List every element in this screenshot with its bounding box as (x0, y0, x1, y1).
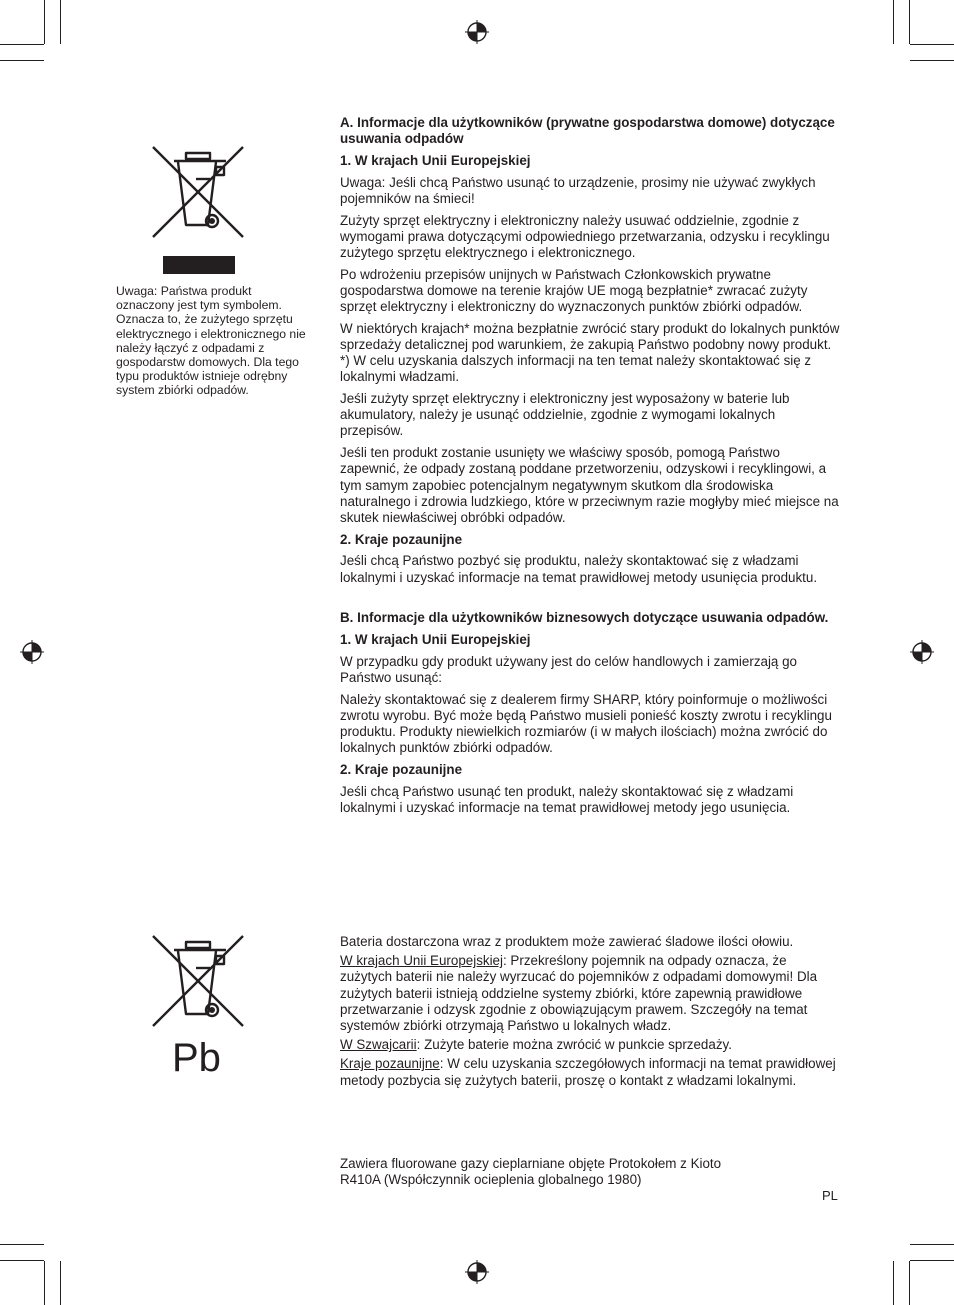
registration-mark-icon (465, 1260, 489, 1284)
crop-mark-icon (910, 1244, 954, 1245)
crop-mark-icon (0, 44, 44, 45)
registration-mark-icon (910, 640, 934, 664)
weee-bar (163, 256, 235, 274)
section-a-eu-paragraph: Zużyty sprzęt elektryczny i elektroniczny należy usuwać oddzielnie, zgodnie z wymogami prawa dotyczącymi odpowiedniego przetwarzania, odzysku i recyklingu zużytego sprzętu elektrycznego i elektronicznego. (340, 212, 830, 260)
section-a-eu-paragraph: W niektórych krajach* można bezpłatnie zwrócić stary produkt do lokalnych punktów sprzedaży detalicznej pod warunkiem, że zakupią Państwo podobny nowy produkt. *) W celu uzyskania dalszych informacji na ten temat należy skontaktować się z lokalnymi władzami. (340, 320, 840, 385)
crop-mark-icon (909, 0, 910, 44)
side-note: Uwaga: Państwa produkt oznaczony jest tym symbolem. Oznacza to, że zużytego sprzętu elektrycznego i elektronicznego nie należy łączyć z odpadami z gospodarstw domowych. Dla tego typu produktów istnieje odrębny system zbiórki odpadów. (116, 284, 306, 398)
battery-eu (340, 953, 840, 1034)
registration-mark-icon (20, 640, 44, 664)
crop-mark-icon (60, 1261, 61, 1305)
section-b-non-eu-text: Jeśli chcą Państwo usunąć ten produkt, należy skontaktować się z władzami lokalnymi i uzyskać informacje na temat prawidłowej metody jego usunięcia. (340, 783, 794, 815)
section-b-title: B. Informacje dla użytkowników biznesowych dotyczące usuwania odpadów. (340, 610, 829, 626)
crop-mark-icon (0, 1260, 44, 1261)
battery-non-eu-text: : W celu uzyskania szczegółowych informacji na temat prawidłowej metody pozbycia się zużytych baterii, proszę o kontakt z władzami lokalnymi. (340, 1056, 836, 1088)
section-a-eu-paragraph: Uwaga: Jeśli chcą Państwo usunąć to urządzenie, prosimy nie używać zwykłych pojemników na śmieci! (340, 174, 816, 206)
battery-non-eu-label: Kraje pozaunijne (340, 1056, 440, 1072)
crop-mark-icon (60, 0, 61, 44)
section-b-eu-heading: 1. W krajach Unii Europejskiej (340, 631, 531, 647)
crop-mark-icon (44, 0, 45, 44)
gas-line-2: R410A (Współczynnik ocieplenia globalnego 1980) (340, 1172, 642, 1188)
crop-mark-icon (910, 60, 954, 61)
section-a-eu-paragraph: Jeśli ten produkt zostanie usunięty we właściwy sposób, pomogą Państwo zapewnić, że odpady zostaną poddane przetworzeniu, odzyskowi i recyklingowi, a tym samym zapobiec potencjalnym negatywnym skutkom dla środowiska naturalnego i zdrowia ludzkiego, które w przeciwnym razie mogłyby mieć miejsce na skutek niewłaściwej obróbki odpadów. (340, 445, 839, 525)
crop-mark-icon (909, 1261, 910, 1305)
section-a-non-eu-text: Jeśli chcą Państwo pozbyć się produktu, należy skontaktować się z władzami lokalnymi i uzyskać informacje na temat prawidłowej metody usunięcia produktu. (340, 553, 818, 585)
gas-info (340, 1156, 840, 1188)
section-b-eu-paragraph: W przypadku gdy produkt używany jest do celów handlowych i zamierzają go Państwo usunąć: (340, 653, 797, 685)
crop-mark-icon (893, 0, 894, 44)
battery-info (340, 934, 840, 1092)
section-a-eu-paragraph: Po wdrożeniu przepisów unijnych w Państwach Członkowskich prywatne gospodarstwa domowe na terenie krajów UE mogą bezpłatnie* zwracać zużyty sprzęt elektryczny i elektroniczny do wyznaczonych punktów zbiórki odpadów. (340, 266, 808, 315)
crop-mark-icon (44, 1261, 45, 1305)
pb-symbol: Pb (172, 1036, 221, 1080)
battery-ch-text: : Zużyte baterie można zwrócić w punkcie sprzedaży. (416, 1037, 732, 1053)
battery-ch-label: W Szwajcarii (340, 1037, 417, 1053)
section-a-title: A. Informacje dla użytkowników (prywatne gospodarstwa domowe) dotyczące usuwania odpadów (340, 115, 835, 147)
section-a-eu-heading: 1. W krajach Unii Europejskiej (340, 152, 531, 168)
crop-mark-icon (910, 44, 954, 45)
registration-mark-icon (465, 20, 489, 44)
battery-non-eu (340, 1056, 840, 1088)
section-b-eu-paragraph: Należy skontaktować się z dealerem firmy SHARP, który poinformuje o możliwości zwrotu wyrobu. Być może będą Państwo musieli ponieść koszty zwrotu i recyklingu produktu. Produkty niewielkich rozmiarów (i w małych ilościach) można zwrócić do lokalnych punktów zbiórki odpadów. (340, 691, 832, 756)
battery-ch (340, 1037, 840, 1053)
section-a-eu-paragraph: Jeśli zużyty sprzęt elektryczny i elektroniczny jest wyposażony w baterie lub akumulatory, należy je usunąć oddzielnie, zgodnie z wymogami lokalnych przepisów. (340, 391, 790, 439)
battery-eu-label: W krajach Unii Europejskiej (340, 953, 503, 969)
gas-line-1: Zawiera fluorowane gazy cieplarniane objęte Protokołem z Kioto (340, 1156, 722, 1171)
section-b-non-eu-heading: 2. Kraje pozaunijne (340, 761, 463, 777)
battery-intro: Bateria dostarczona wraz z produktem może zawierać śladowe ilości ołowiu. (340, 934, 794, 949)
crop-mark-icon (910, 1260, 954, 1261)
crop-mark-icon (0, 60, 44, 61)
crop-mark-icon (893, 1261, 894, 1305)
page-language: PL (822, 1188, 838, 1203)
crop-mark-icon (0, 1244, 44, 1245)
crossed-bin-icon (150, 145, 246, 240)
section-a-non-eu-heading: 2. Kraje pozaunijne (340, 531, 463, 547)
crossed-bin-pb-icon (150, 934, 246, 1029)
main-content (340, 115, 840, 822)
battery-eu-text: : Przekreślony pojemnik na odpady oznacza, że zużytych baterii nie należy wyrzucać do pojemników z odpadami domowymi! Dla zużytych baterii istnieją oddzielne systemy zbiórki, które zapewnią prawidłowe przetwarzanie i odzysk zgodnie z obowiązującym prawem. Szczegóły na temat systemów zbiórki otrzymają Państwo u lokalnych władz. (340, 953, 818, 1034)
